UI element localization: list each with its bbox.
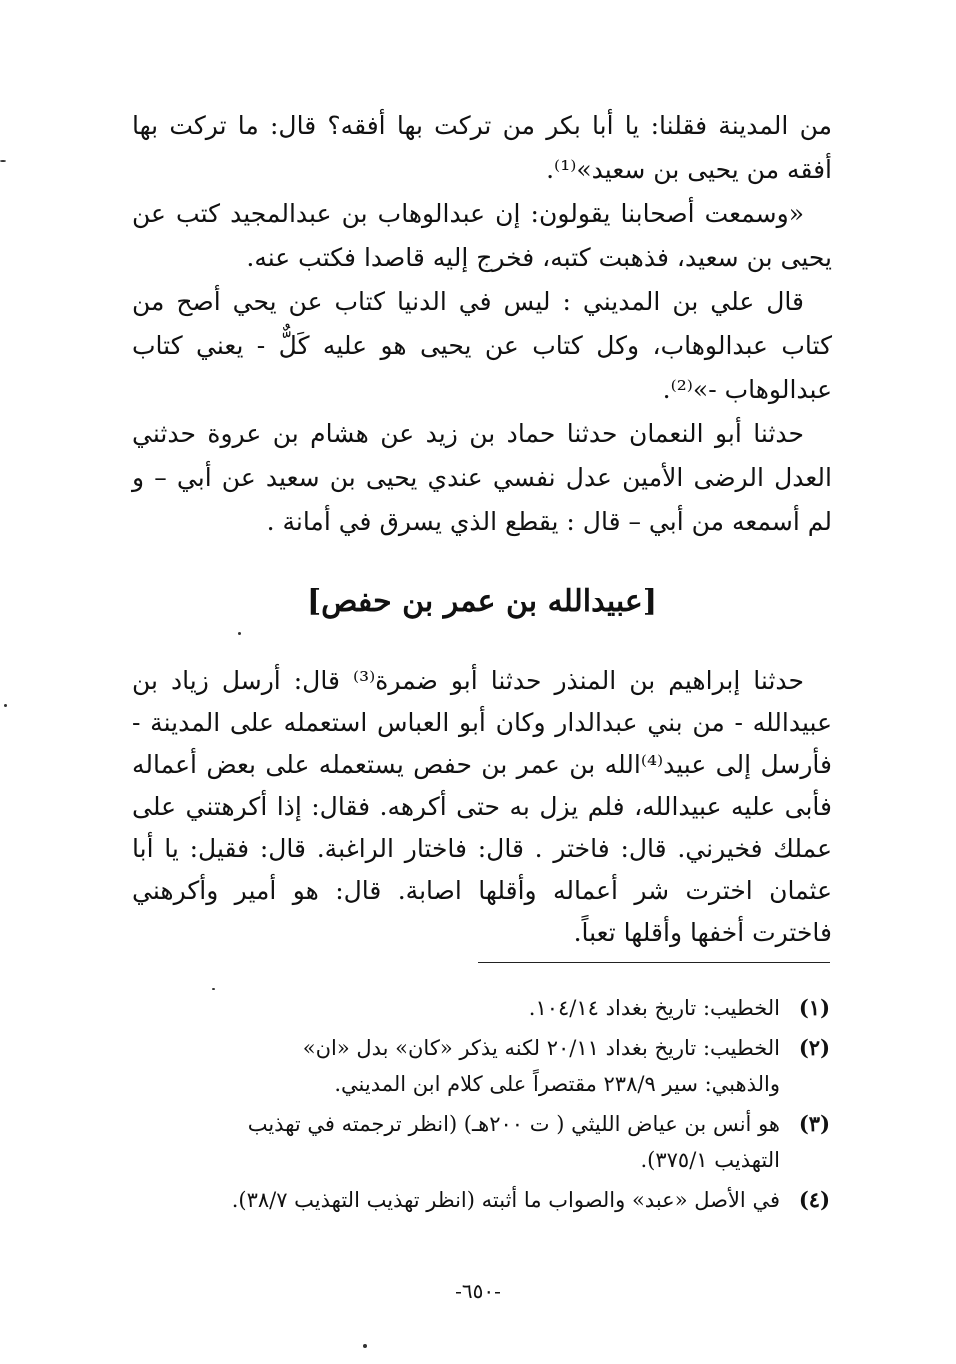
footnotes [190, 990, 830, 1222]
footnote-line: هو أنس بن عياض الليثي ( ت ٢٠٠هـ) (انظر ترجمته في تهذيب [247, 1112, 780, 1136]
paragraph-3 [132, 280, 832, 412]
footnote-4 [190, 1182, 830, 1218]
section-text [132, 660, 832, 954]
section-paragraph [132, 660, 832, 954]
scan-speck [4, 704, 7, 707]
main-text [132, 104, 832, 544]
text-line: عبيدالله، فلم يزل به حتى أكرهه. فقال: إذا أكرهتني على عملك فخيرني. [132, 792, 832, 863]
footnote-line: التهذيب ٣٧٥/١). [640, 1148, 780, 1172]
footnote-number: (١) [798, 995, 830, 1020]
section-heading: [عبيدالله بن عمر بن حفص] [306, 584, 658, 619]
text-line: يحيى بن سعيد»⁽¹⁾. [546, 155, 739, 184]
page-number: -٦٥٠- [455, 1279, 501, 1303]
paragraph-1 [132, 104, 832, 192]
footnote-line: الخطيب: تاريخ بغداد ٢٠/١١ لكنه يذكر «كان» بدل «ان» [302, 1036, 780, 1060]
footnote-3 [190, 1106, 830, 1178]
footnote-divider [478, 962, 830, 963]
text-line: «وسمعت أصحابنا يقولون: إن عبدالوهاب بن عبدالمجيد كتب عن [132, 199, 804, 228]
paragraph-4 [132, 412, 832, 544]
footnote-text [190, 1182, 780, 1218]
footnote-1 [190, 990, 830, 1026]
footnote-text [190, 990, 780, 1026]
footnote-line: في الأصل «عبد» والصواب ما أثبته (انظر تهذيب التهذيب ٣٨/٧). [231, 1188, 780, 1212]
scan-speck [238, 632, 241, 635]
text-line: عبدالوهاب، وكل كتاب عن يحيى هو عليه كَلٌّ - يعني كتاب [132, 331, 768, 360]
text-line: عبيدالله - من بني عبدالدار وكان أبو العباس استعمله على المدينة - فأرسل [132, 708, 832, 779]
text-line: أبي – قال : يقطع الذي يسرق في أمانة . [266, 507, 684, 536]
text-line: قال علي بن المديني : ليس في الدنيا كتاب عن يحي أصح من كتاب [132, 287, 832, 360]
scan-speck [212, 988, 215, 990]
text-line: حدثنا أبو النعمان حدثنا حماد بن زيد عن هشام بن عروة حدثني العدل [132, 419, 832, 492]
paragraph-2 [132, 192, 832, 280]
footnote-text [190, 1106, 780, 1178]
text-line: يحيى بن سعيد، فذهبت كتبه، فخرج إليه قاصدا فكتب عنه. [246, 243, 832, 272]
footnote-2 [190, 1030, 830, 1102]
scan-speck [0, 160, 6, 162]
text-line: من المدينة فقلنا: يا أبا بكر من تركت بها أفقه؟ قال: ما تركت بها أفقه من [132, 111, 832, 184]
text-line: الرضى الأمين عدل نفسي عندي يحيى بن سعيد عن أبي – و لم أسمعه من [132, 463, 832, 536]
footnote-line: الخطيب: تاريخ بغداد ١٠٤/١٤. [528, 996, 780, 1020]
footnote-line: والذهبي: سير ٢٣٨/٩ مقتصراً على كلام ابن المديني. [334, 1072, 780, 1096]
text-line: قال: فاختر . قال: فاختار الراغبة. قال: فقيل: يا أبا عثمان اخترت شر [132, 834, 832, 905]
footnote-number: (٤) [798, 1187, 830, 1212]
text-line: إلى عبيد⁽⁴⁾الله بن عمر بن حفص يستعمله على بعض أعماله فأبى عليه [132, 750, 832, 821]
scan-speck [363, 1344, 367, 1348]
footnote-number: (٢) [798, 1035, 830, 1060]
text-line: أعماله وأقلها اصابة. قال: هو أمير وأكرهني فاخترت أخفها وأقلها تعباً. [132, 876, 832, 947]
footnote-text [190, 1030, 780, 1102]
footnote-number: (٣) [798, 1111, 830, 1136]
text-line: عبدالوهاب -»⁽²⁾. [662, 375, 832, 404]
text-line: حدثنا إبراهيم بن المنذر حدثنا أبو ضمرة⁽³⁾ قال: أرسل زياد بن [132, 666, 804, 695]
